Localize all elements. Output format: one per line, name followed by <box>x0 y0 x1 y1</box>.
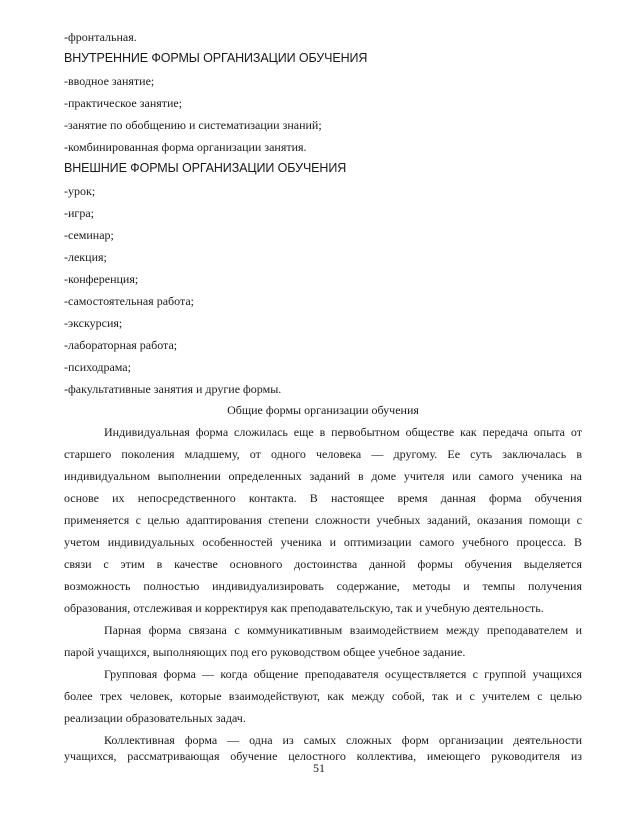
paragraph-line: учетом индивидуальных особенностей ученика и оптимизации самого учебного процесса. В <box>64 535 582 549</box>
paragraph-line: применяется с целью адаптирования степени сложности учебных заданий, оказания помощи с <box>64 513 582 527</box>
list-line: -конференция; <box>64 272 139 286</box>
list-line: -факультативные занятия и другие формы. <box>64 382 282 396</box>
list-line: -лекция; <box>64 250 107 264</box>
paragraph-line: Парная форма связана с коммуникативным взаимодействием между преподавателем и <box>104 623 582 637</box>
paragraph-line: более трех человек, которые взаимодействуют, как между собой, так и с учителем с целью <box>64 689 582 703</box>
paragraph-line: основе их непосредственного контакта. В настоящее время данная форма обучения <box>64 491 582 505</box>
paragraph-line: парой учащихся, выполняющих под его руководством общее учебное задание. <box>64 645 466 659</box>
list-line: -экскурсия; <box>64 316 123 330</box>
list-line: -занятие по обобщению и систематизации знаний; <box>64 118 322 132</box>
list-line: -вводное занятие; <box>64 74 155 88</box>
paragraph-line: индивидуальном выполнении определенных заданий в доме учителя или самого ученика на <box>64 469 582 483</box>
list-line: -фронтальная. <box>64 30 137 44</box>
paragraph-line: учащихся, рассматривающая обучение целостного коллектива, имеющего руководителя из <box>64 749 582 763</box>
list-line: -игра; <box>64 206 94 220</box>
section-title: Общие формы организации обучения <box>227 403 419 417</box>
paragraph-line: возможность полностью индивидуализировать содержание, методы и темпы получения <box>64 579 582 593</box>
paragraph-line: Коллективная форма — одна из самых сложных форм организации деятельности <box>104 733 582 747</box>
heading-internal-forms: ВНУТРЕННИЕ ФОРМЫ ОРГАНИЗАЦИИ ОБУЧЕНИЯ <box>64 51 368 65</box>
list-line: -самостоятельная работа; <box>64 294 195 308</box>
paragraph-line: Групповая форма — когда общение преподавателя осуществляется с группой учащихся <box>104 667 582 681</box>
list-line: -комбинированная форма организации занятия. <box>64 140 307 154</box>
paragraph-line: старшего поколения младшему, от одного человека — другому. Ее суть заключалась в <box>64 447 582 461</box>
paragraph-line: образования, отслеживая и корректируя как преподавательскую, так и учебную деятельность. <box>64 601 544 615</box>
list-line: -практическое занятие; <box>64 96 183 110</box>
paragraph-line: связи с этим в качестве основного достоинства данной формы обучения выделяется <box>64 557 582 571</box>
paragraph-line: реализации образовательных задач. <box>64 711 246 725</box>
list-line: -лабораторная работа; <box>64 338 178 352</box>
list-line: -семинар; <box>64 228 114 242</box>
page-number: 51 <box>313 761 325 775</box>
list-line: -урок; <box>64 184 96 198</box>
list-line: -психодрама; <box>64 360 131 374</box>
paragraph-line: Индивидуальная форма сложилась еще в первобытном обществе как передача опыта от <box>104 425 582 439</box>
heading-external-forms: ВНЕШНИЕ ФОРМЫ ОРГАНИЗАЦИИ ОБУЧЕНИЯ <box>64 161 347 175</box>
